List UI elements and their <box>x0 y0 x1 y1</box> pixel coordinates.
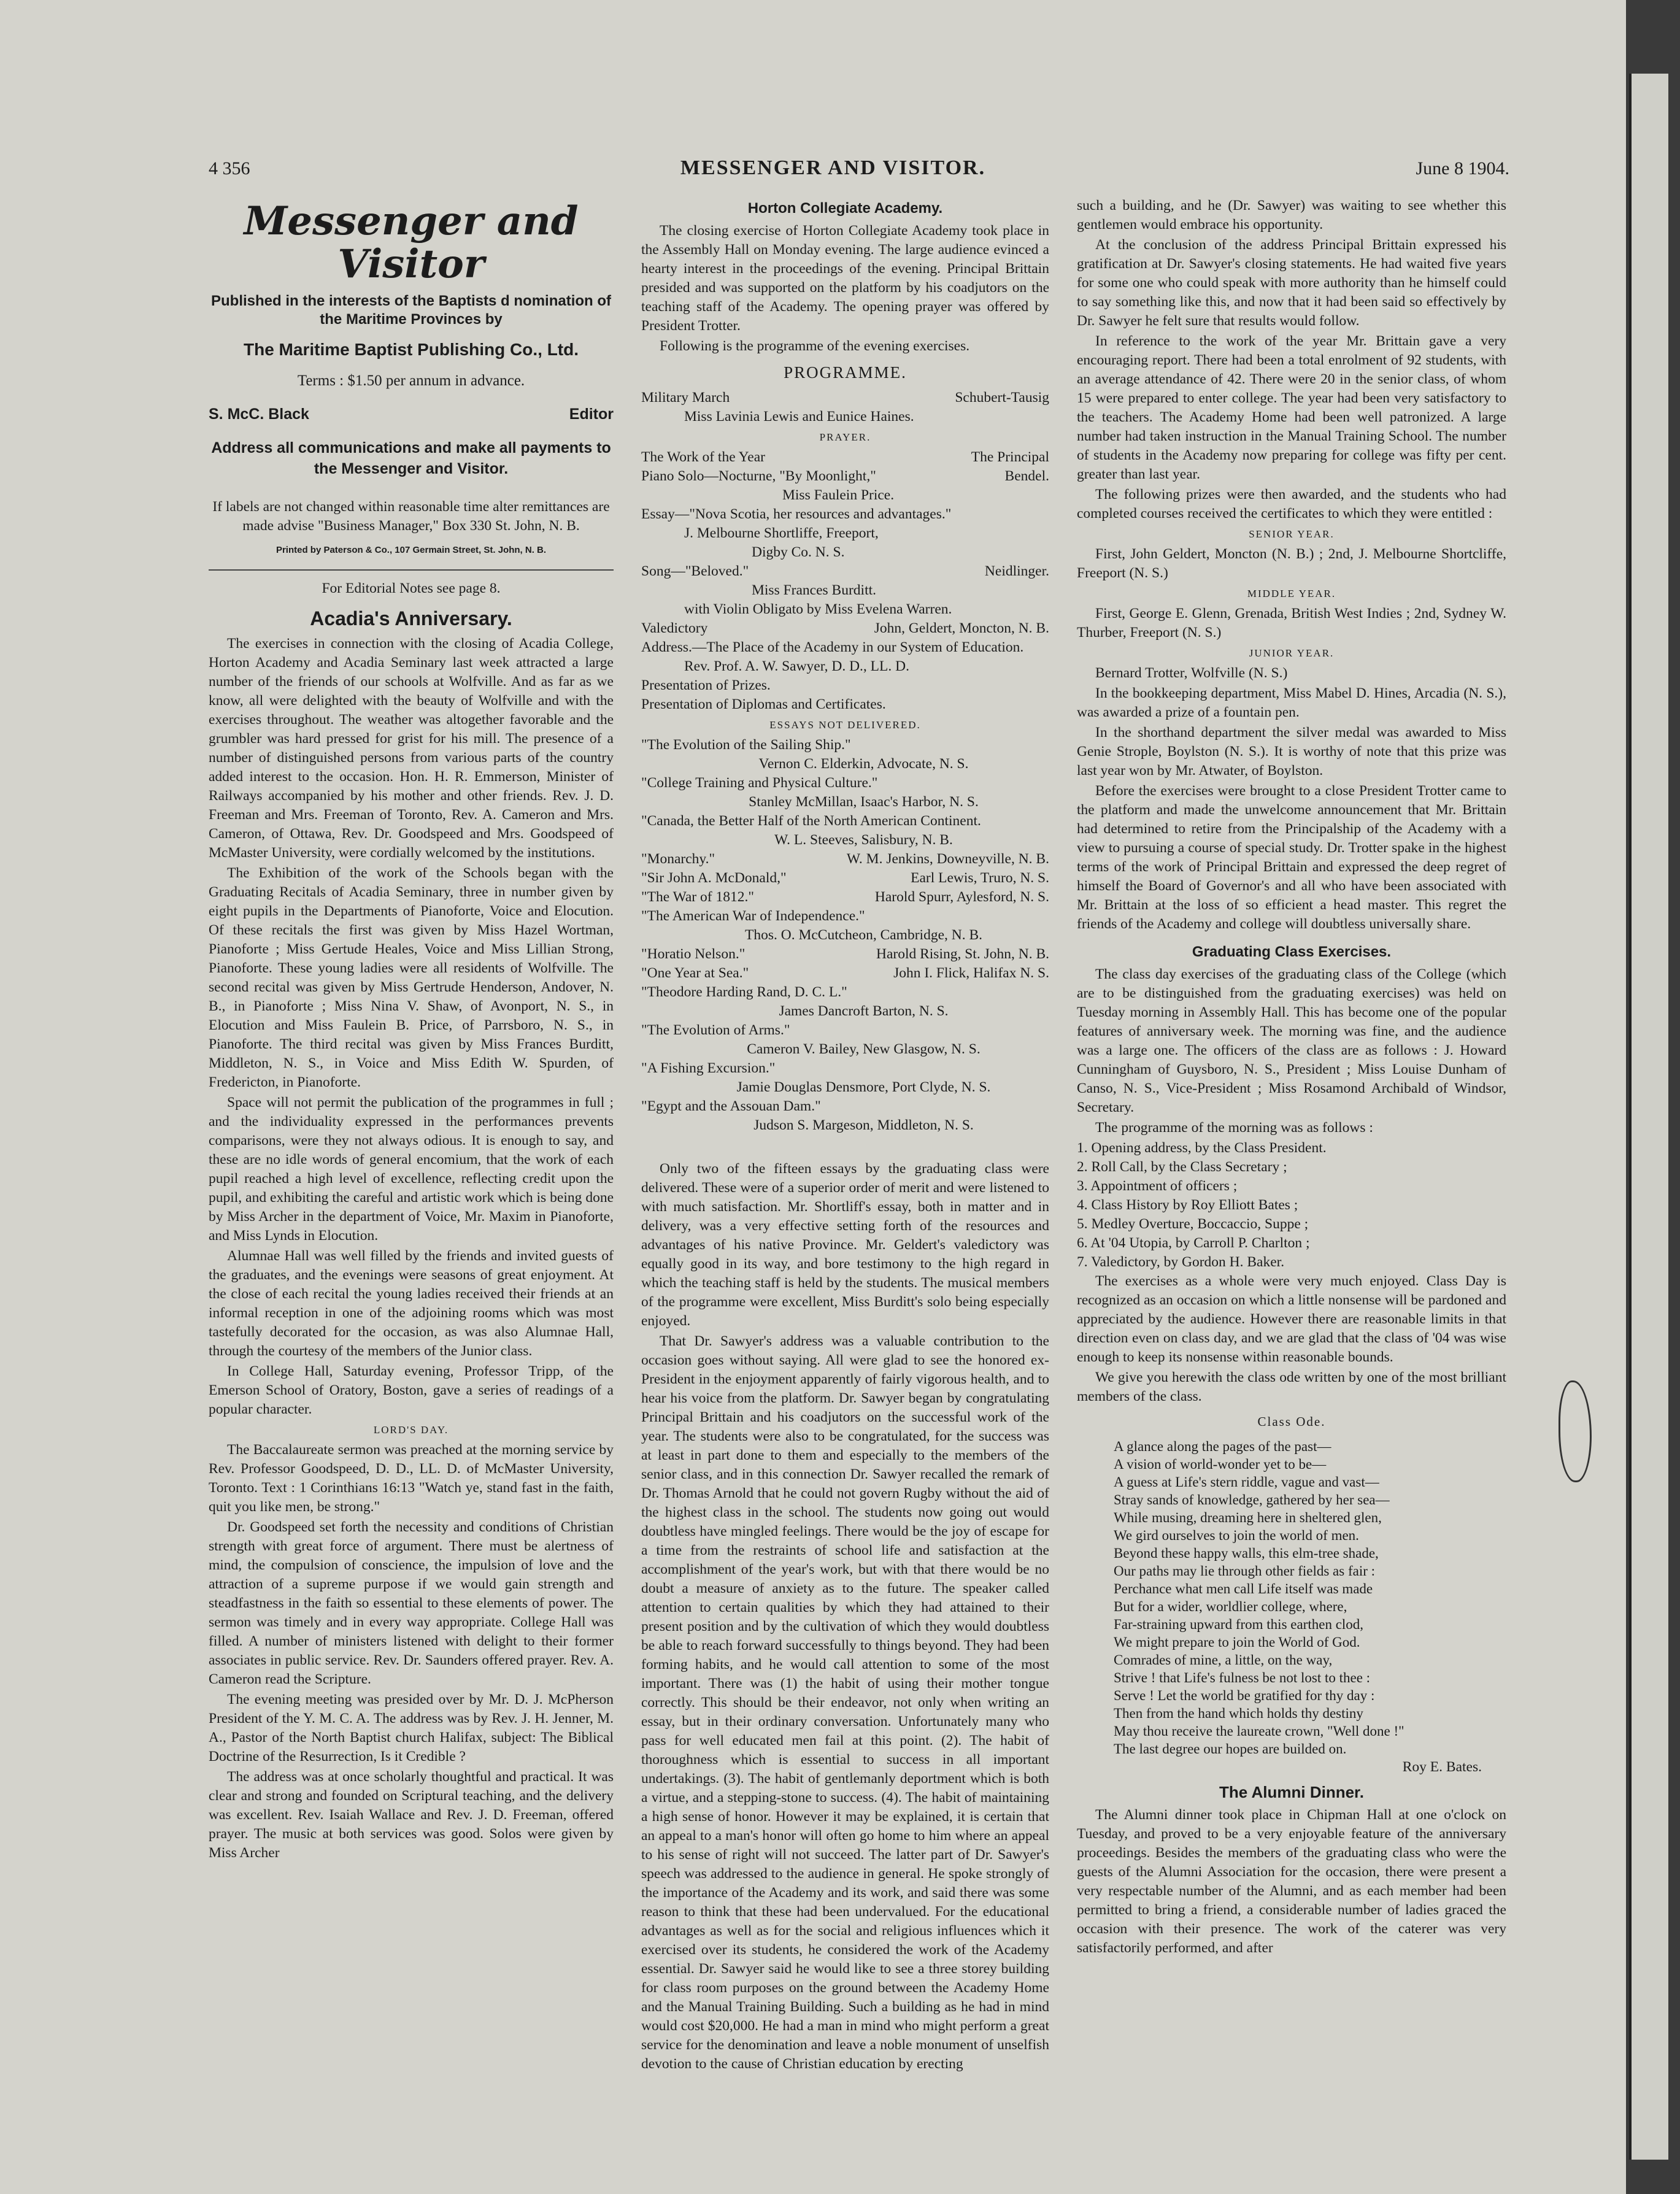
masthead: MESSENGER AND VISITOR. <box>680 156 986 179</box>
ode-line: Then from the hand which holds thy destiny <box>1114 1706 1363 1721</box>
paragraph: At the conclusion of the address Principal Brittain expressed his gratification at Dr. Sawyer's closing statements. He had waited five years for some one who could speak with more authority than he himself could to say something like this, and now that it had been said so effectively by Dr. Sawyer he felt sure that results would follow. <box>1077 237 1506 329</box>
programme-performer: J. Melbourne Shortliffe, Freeport, <box>684 525 879 541</box>
ode-line: Far-straining upward from this earthen clod, <box>1114 1617 1364 1632</box>
list-item: 4. Class History by Roy Elliott Bates ; <box>1077 1197 1298 1213</box>
programme-item: The Work of the Year The Principal <box>641 449 1049 465</box>
paragraph: First, John Geldert, Moncton (N. B.) ; 2nd, J. Melbourne Shortcliffe, Freeport (N. S.) <box>1077 546 1506 581</box>
essay-row: "Egypt and the Assouan Dam." <box>641 1098 821 1114</box>
ode-stanza <box>1114 1438 1506 1544</box>
column-2 <box>641 196 1049 2075</box>
alumni-heading: The Alumni Dinner. <box>1219 1783 1364 1801</box>
essay-row: Judson S. Margeson, Middleton, N. S. <box>753 1117 974 1133</box>
paragraph: Dr. Goodspeed set forth the necessity and conditions of Christian strength with great force of argument. There must be alertness of mind, the compulsion of conscience, the impulsion of love and the attraction of a supreme purpose if we would gain strength and steadfastness in the faith so essential to these elements of power. The sermon was timely and in every way appropriate. College Hall was filled. A number of ministers listened with delight to their former associates in public service. Rev. Dr. Saunders offered prayer. Rev. A. Cameron read the Scripture. <box>209 1519 614 1687</box>
essay-row: Thos. O. McCutcheon, Cambridge, N. B. <box>744 927 983 943</box>
programme-item: Essay—"Nova Scotia, her resources and advantages." <box>641 506 952 522</box>
paragraph: First, George E. Glenn, Grenada, British West Indies ; 2nd, Sydney W. Thurber, Freeport (N. S.) <box>1077 606 1506 641</box>
paragraph: The Exhibition of the work of the Schools began with the Graduating Recitals of Acadia Seminary, three in number given by eight pupils in the Departments of Pianoforte, Voice and Elocution. Of these recitals the first was given by Miss Hazel Wortman, Pianoforte ; Miss Gertude Heales, Voice and Miss Lillian Strong, Pianoforte. These young ladies were all residents of Wolfville. The second recital was given by Miss Gertrude Henderson, Andover, N. B., in Pianoforte ; Miss Nina V. Shaw, of Avonport, N. S., in Elocution and Miss Faulein B. Price, of Parrsboro, N. S., in Pianoforte. The third recital was given by Miss Frances Burditt, Middleton, N. S., in Voice and Miss Edith W. Spurden, of Fredericton, in Pianoforte. <box>209 865 614 1090</box>
essay-row: Cameron V. Bailey, New Glasgow, N. S. <box>747 1041 981 1057</box>
ode-line: We gird ourselves to join the world of men. <box>1114 1528 1359 1543</box>
ode-line: Perchance what men call Life itself was made <box>1114 1581 1373 1596</box>
senior-year-heading: SENIOR YEAR. <box>1249 528 1335 540</box>
paragraph: The closing exercise of Horton Collegiate Academy took place in the Assembly Hall on Monday evening. The large audience evinced a hearty interest in the proceedings of the evening. Principal Brittain presided and was supported on the platform by his coadjutors on the teaching staff of the Academy. The opening prayer was offered by President Trotter. <box>641 223 1049 334</box>
ode-line: A vision of world-wonder yet to be— <box>1114 1457 1327 1472</box>
paragraph: Only two of the fifteen essays by the graduating class were delivered. These were of a superior order of merit and were listened to with much satisfaction. Mr. Shortliff's essay, both in matter and in delivery, was a very effective setting forth of the resources and advantages of his native Province. Mr. Geldert's valedictory was equally good in its way, and bore testimony to the high regard in which the teaching staff is held by the students. The musical members of the programme were excellent, Miss Burditt's solo being especially enjoyed. <box>641 1161 1049 1329</box>
programme-item: Presentation of Diplomas and Certificates. <box>641 696 886 712</box>
column-3 <box>1077 196 1506 1959</box>
lords-day-heading: LORD'S DAY. <box>373 1424 449 1436</box>
ode-line: While musing, dreaming here in sheltered glen, <box>1114 1510 1382 1525</box>
issue-date: June 8 1904. <box>1416 158 1509 179</box>
essay-row: "The War of 1812." Harold Spurr, Aylesford, N. S. <box>641 889 1049 905</box>
essay-row: "One Year at Sea." John I. Flick, Halifax N. S. <box>641 965 1049 981</box>
publisher: The Maritime Baptist Publishing Co., Ltd. <box>243 340 579 359</box>
paragraph: The Alumni dinner took place in Chipman Hall at one o'clock on Tuesday, and proved to be a very enjoyable feature of the anniversary proceedings. Besides the members of the graduating class who were the guests of the Alumni Association for the occasion, there were present a very respectable number of the Alumni, and as each member had been permitted to bring a friend, a considerable number of ladies graced the occasion with their presence. The work of the caterer was very satisfactorily performed, and after <box>1077 1807 1506 1956</box>
published-line: Published in the interests of the Baptists d nomination of the Maritime Provinces by <box>210 293 612 328</box>
ode-signature: Roy E. Bates. <box>1402 1759 1482 1775</box>
address-notice: Address all communications and make all payments to the Messenger and Visitor. <box>211 439 611 477</box>
essay-row: Stanley McMillan, Isaac's Harbor, N. S. <box>749 794 979 810</box>
terms: Terms : $1.50 per annum in advance. <box>297 372 525 389</box>
ode-line: But for a wider, worldlier college, where, <box>1114 1599 1347 1614</box>
ode-heading: Class Ode. <box>1257 1414 1326 1429</box>
paragraph: The exercises in connection with the closing of Acadia College, Horton Academy and Acadia Seminary last week attracted a large number of the friends of our schools at Wolfville. And as far as we know, all were delighted with the beauty of Wolfville and with the exercises throughout. The weather was altogether favorable and the grumbler was hard pressed for grist for his mill. The presence of a number of distinguished persons from various parts of the country added interest to the occasion. Hon. H. R. Emmerson, Minister of Railways accompanied by his mother and other friends. Rev. J. D. Freeman and Mrs. Freeman of Toronto, Rev. A. Cameron and Mrs. Cameron, of Ottawa, Rev. Dr. Goodspeed and Mrs. Goodspeed of McMaster University, were cordially welcomed by the institutions. <box>209 636 614 861</box>
paragraph: The class day exercises of the graduating class of the College (which are to be distinguished from the graduating exercises) was held on Tuesday morning in Assembly Hall. This has become one of the popular features of anniversary week. The morning was fine, and the audience was a large one. The officers of the class are as follows : J. Howard Cunningham of Guysboro, N. S., President ; Miss Louise Dunham of Canso, N. S., Vice-President ; Miss Rosamond Archibald of Windsor, Secretary. <box>1077 966 1506 1115</box>
essay-row: Jamie Douglas Densmore, Port Clyde, N. S. <box>736 1079 991 1095</box>
ode-line: Our paths may lie through other fields as fair : <box>1114 1563 1376 1579</box>
programme-performer: Miss Frances Burditt. <box>752 582 877 598</box>
paragraph: The Baccalaureate sermon was preached at the morning service by Rev. Professor Goodspeed, D. D., LL. D. of McMaster University, Toronto. Text : 1 Corinthians 16:13 "Watch ye, stand fast in the faith, quit you like men, be strong." <box>209 1442 614 1515</box>
paragraph: Space will not permit the publication of the programmes in full ; and the individuality expressed in the performances prevents comparisons, were they not always odious. It is enough to say, and these are no idle words of general encomium, that the work of each pupil reached a high level of excellence, reflecting credit upon the pupil, and exhibiting the careful and artistic work which is being done by Miss Archer in the department of Voice, Mr. Maxim in Pianoforte, and Miss Lynds in Elocution. <box>209 1095 614 1244</box>
list-item: 1. Opening address, by the Class President. <box>1077 1140 1327 1156</box>
list-item: 2. Roll Call, by the Class Secretary ; <box>1077 1159 1287 1175</box>
ode-line: Strive ! that Life's fulness be not lost to thee : <box>1114 1670 1371 1685</box>
column-1 <box>209 196 614 1864</box>
ode-line: A glance along the pages of the past— <box>1114 1439 1331 1454</box>
paragraph: The exercises as a whole were very much enjoyed. Class Day is recognized as an occasion on which a little nonsense will be pardoned and appreciated by the audience. However there are reasonable limits in that direction even on class day, and we are glad that the class of '04 was wise enough to keep its nonsense within reasonable bounds. <box>1077 1273 1506 1365</box>
ode-line: Serve ! Let the world be gratified for thy day : <box>1114 1688 1375 1703</box>
programme-item: Military March Schubert-Tausig <box>641 390 1049 406</box>
paragraph: The programme of the morning was as follows : <box>1095 1120 1373 1136</box>
programme-item: Address.—The Place of the Academy in our System of Education. <box>641 639 1024 655</box>
essay-row: Vernon C. Elderkin, Advocate, N. S. <box>758 756 969 772</box>
ode-line: Comrades of mine, a little, on the way, <box>1114 1652 1333 1668</box>
essay-row: W. L. Steeves, Salisbury, N. B. <box>774 832 953 848</box>
paragraph: In College Hall, Saturday evening, Professor Tripp, of the Emerson School of Oratory, Boston, gave a series of readings of a popular character. <box>209 1363 614 1417</box>
list-item: 5. Medley Overture, Boccaccio, Suppe ; <box>1077 1216 1309 1232</box>
editor-row <box>209 405 614 424</box>
paragraph: In the shorthand department the silver medal was awarded to Miss Genie Strople, Boylston (N. S.). It is worthy of note that this prize was last year won by Mr. Atwater, of Boylston. <box>1077 725 1506 779</box>
editorial-note: For Editorial Notes see page 8. <box>322 580 501 596</box>
essay-row: "Sir John A. McDonald," Earl Lewis, Truro, N. S. <box>641 870 1049 886</box>
ode-stanza <box>1114 1651 1506 1758</box>
class-ode <box>1077 1438 1506 1758</box>
essay-row: "Canada, the Better Half of the North American Continent. <box>641 813 981 829</box>
essay-row: "The Evolution of the Sailing Ship." <box>641 737 851 753</box>
essay-row: "Horatio Nelson." Harold Rising, St. John, N. B. <box>641 946 1049 962</box>
list-item: 7. Valedictory, by Gordon H. Baker. <box>1077 1254 1285 1270</box>
junior-year-heading: JUNIOR YEAR. <box>1249 647 1335 659</box>
ode-line: May thou receive the laureate crown, "Well done !" <box>1114 1723 1404 1739</box>
essay-row: "Monarchy." W. M. Jenkins, Downeyville, N. B. <box>641 851 1049 867</box>
list-item: 3. Appointment of officers ; <box>1077 1178 1238 1194</box>
horton-heading: Horton Collegiate Academy. <box>747 200 943 217</box>
paragraph: In the bookkeeping department, Miss Mabel D. Hines, Arcadia (N. S.), was awarded a prize of a fountain pen. <box>1077 685 1506 720</box>
paragraph: Before the exercises were brought to a close President Trotter came to the platform and made the unwelcome announcement that Mr. Brittain had determined to retire from the Principalship of the Academy with a view to pursuing a course of special study. Dr. Trotter spake in the highest terms of the work of Principal Brittain and expressed the deep regret of himself the Board of Governor's and all who have been associated with Mr. Brittain at the loss of so efficient a head master. This regret the friends of the Academy and college will doubtless universally share. <box>1077 783 1506 932</box>
programme-item: Song—"Beloved." Neidlinger. <box>641 563 1049 579</box>
ode-line: Beyond these happy walls, this elm-tree shade, <box>1114 1545 1379 1561</box>
graduating-heading: Graduating Class Exercises. <box>1192 944 1392 960</box>
paragraph: Bernard Trotter, Wolfville (N. S.) <box>1095 665 1288 681</box>
programme-item: Presentation of Prizes. <box>641 677 771 693</box>
essay-row: "Theodore Harding Rand, D. C. L." <box>641 984 847 1000</box>
next-page-edge <box>1629 74 1668 2160</box>
ode-line: The last degree our hopes are builded on. <box>1114 1741 1347 1757</box>
paragraph: We give you herewith the class ode written by one of the most brilliant members of the class. <box>1077 1369 1506 1404</box>
ode-line: Stray sands of knowledge, gathered by her sea— <box>1114 1492 1390 1507</box>
prayer-label: PRAYER. <box>819 431 871 443</box>
handwritten-mark <box>1559 1380 1592 1482</box>
labels-note: If labels are not changed within reasonable time alter remittances are made advise "Business Manager," Box 330 St. John, N. B. <box>212 499 610 534</box>
anniversary-heading: Acadia's Anniversary. <box>310 607 512 629</box>
printed-by: Printed by Paterson & Co., 107 Germain Street, St. John, N. B. <box>276 545 547 555</box>
paper-title: Messenger and Visitor <box>244 198 579 287</box>
essay-row: "A Fishing Excursion." <box>641 1060 776 1076</box>
programme-performer: Digby Co. N. S. <box>752 544 845 560</box>
programme-item: Piano Solo—Nocturne, "By Moonlight," Bendel. <box>641 468 1049 484</box>
ode-line: We might prepare to join the World of God. <box>1114 1634 1360 1650</box>
ode-line: A guess at Life's stern riddle, vague and vast— <box>1114 1474 1379 1490</box>
paragraph: Following is the programme of the evening exercises. <box>660 338 970 354</box>
programme-performer: Rev. Prof. A. W. Sawyer, D. D., LL. D. <box>684 658 909 674</box>
page-number: 4 356 <box>209 158 250 179</box>
paragraph: Alumnae Hall was well filled by the friends and invited guests of the graduates, and the evenings were seasons of great enjoyment. At the close of each recital the young ladies received their friends at an informal reception in one of the adjoining rooms which was most tastefully decorated for the occasion, as was also Alumnae Hall, through the courtesy of the members of the Junior class. <box>209 1248 614 1359</box>
programme-performer: Miss Lavinia Lewis and Eunice Haines. <box>684 409 914 425</box>
paragraph: such a building, and he (Dr. Sawyer) was waiting to see whether this gentlemen would embrace his opportunity. <box>1077 198 1506 233</box>
middle-year-heading: MIDDLE YEAR. <box>1247 588 1336 599</box>
essay-row: James Dancroft Barton, N. S. <box>779 1003 949 1019</box>
paragraph: In reference to the work of the year Mr. Brittain gave a very encouraging report. There had been a total enrolment of 92 students, with an average attendance of 42. There were 20 in the senior class, of whom 15 were prepared to enter college. The year had been very satisfactory to the teachers. The Academy Home had been well patronized. A large number had taken instruction in the Manual Training School. The number of students in the Academy now preparing for college was fifty per cent. greater than last year. <box>1077 333 1506 482</box>
editor-label: Editor <box>569 406 614 423</box>
divider <box>209 569 614 571</box>
paragraph: The evening meeting was presided over by Mr. D. J. McPherson President of the Y. M. C. A. The address was by Rev. J. H. Jenner, M. A., Pastor of the North Baptist church Halifax, subject: The Biblical Doctrine of the Resurrection, Is it Credible ? <box>209 1692 614 1765</box>
essays-heading: ESSAYS NOT DELIVERED. <box>769 719 921 731</box>
programme-performer: Miss Faulein Price. <box>782 487 895 503</box>
page-header <box>209 156 1509 180</box>
essay-row: "The Evolution of Arms." <box>641 1022 790 1038</box>
programme-performer: with Violin Obligato by Miss Evelena Warren. <box>684 601 952 617</box>
paragraph: The following prizes were then awarded, and the students who had completed courses received the certificates to which they were entitled : <box>1077 487 1506 522</box>
programme-item: Valedictory John, Geldert, Moncton, N. B. <box>641 620 1049 636</box>
list-item: 6. At '04 Utopia, by Carroll P. Charlton ; <box>1077 1235 1310 1251</box>
programme-heading: PROGRAMME. <box>784 363 907 382</box>
ode-stanza <box>1114 1544 1506 1651</box>
essays-list <box>641 736 1049 1135</box>
editor-name: S. McC. Black <box>209 406 309 423</box>
paragraph: That Dr. Sawyer's address was a valuable contribution to the occasion goes without saying. All were glad to see the honored ex-President in the enjoyment apparently of fairly vigorous health, and to hear his voice from the platform. Dr. Sawyer began by congratulating Principal Brittain and his coadjutors on the successful work of the year. The students were also to be congratulated, for the success was at least in part done to them and especially to the members of the senior class, and in this connection Dr. Sawyer recalled the remark of Dr. Thomas Arnold that he could not govern Rugby without the aid of the highest class in the school. The students now going out would doubtless have mingled feelings. There would be the joy of escape for a time from the restraints of school life and satisfaction at the accomplishment of the year's work, but with that there would be no doubt a measure of anxiety as to the future. The speaker called attention to certain qualities by which they had attained to their present position and by the cultivation of which they would doubtless be able to reach forward successfully to things beyond. They had been forming habits, and he would call attention to some of the most important. There was (1) the habit of using their mother tongue correctly. This should be their endeavor, not only when writing an essay, but in their ordinary conversation. Unfortunately many who pass for well educated men fail at this point. (2). The habit of thoroughness which is essential to success in all important undertakings. (3). The habit of gentlemanly deportment which is both a virtue, and a stepping-stone to success. (4). The habit of maintaining a high sense of honor. However it may be explained, it is certain that an appeal to a man's honor will often go home to him where an appeal to his sense of right will not succeed. The latter part of Dr. Sawyer's speech was addressed to the audience in general. He spoke strongly of the importance of the Academy and its work, and said there was some reason to think that these had been undervalued. For the educational advantages as well as for the social and religious influences which it exercised over its students, he considered the work of the Academy essential. Dr. Sawyer said he would like to see a three storey building for class room purposes on the ground between the Academy Home and the Manual Training Building. Such a building as he had in mind would cost $20,000. He had a man in mind who might perform a great service for the denomination and leave a noble monument of unselfish devotion to the cause of Christian education by erecting <box>641 1333 1049 2072</box>
paragraph: The address was at once scholarly thoughtful and practical. It was clear and strong and founded on Scriptural teaching, and the delivery was excellent. Rev. Isaiah Wallace and Rev. J. D. Freeman, offered prayer. The music at both services was good. Solos were given by Miss Archer <box>209 1769 614 1861</box>
essay-row: "College Training and Physical Culture." <box>641 775 878 791</box>
essay-row: "The American War of Independence." <box>641 908 865 924</box>
